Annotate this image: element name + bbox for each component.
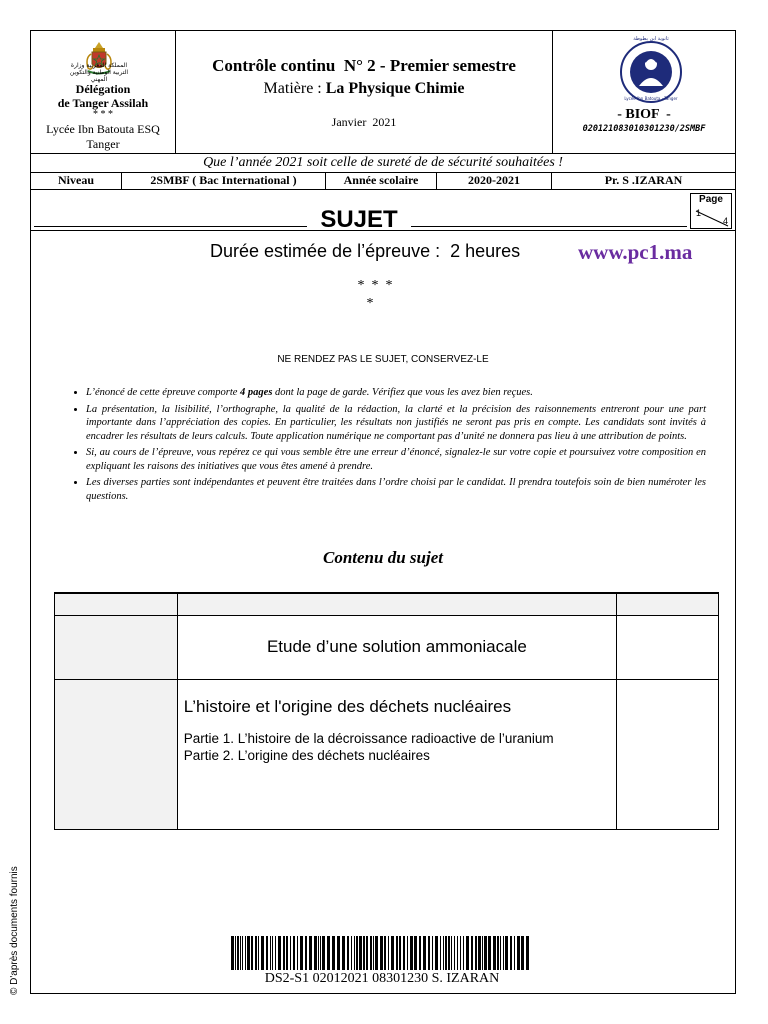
ministry-arabic-text: المملكة المغربية وزارة التربية الوطنية والتكوين المهني: [69, 62, 129, 83]
subject-line: [175, 80, 553, 98]
barcode-bar: [278, 936, 281, 970]
barcode-bar: [235, 936, 236, 970]
barcode-bar: [403, 936, 405, 970]
barcode-bar: [322, 936, 325, 970]
seal-latin: Lycée Ibn Batouta · Tanger: [624, 96, 678, 101]
barcode-bar: [435, 936, 438, 970]
barcode-bar: [526, 936, 529, 970]
barcode-bar: [272, 936, 273, 970]
barcode-bar: [237, 936, 239, 970]
barcode-bar: [258, 936, 259, 970]
barcode-bar: [366, 936, 368, 970]
contents-header-cell: [55, 593, 178, 615]
barcode-bar: [493, 936, 496, 970]
contents-row2-title: L’histoire et l'origine des déchets nucléaires: [183, 696, 512, 716]
barcode-bar: [443, 936, 444, 970]
instruction-item: • L’énoncé de cette épreuve comporte 4 pages dont la page de garde. Vérifiez que vous les avez bien reçues.: [86, 386, 706, 400]
barcode-bar: [370, 936, 372, 970]
side-credit: © D'après documents fournis: [9, 866, 20, 995]
barcode-bar: [482, 936, 483, 970]
barcode-bar: [275, 936, 276, 970]
barcode-bar: [300, 936, 303, 970]
barcode-bar: [318, 936, 319, 970]
barcode-bar: [454, 936, 455, 970]
barcode-bar: [283, 936, 285, 970]
barcode-bar: [460, 936, 461, 970]
barcode-bar: [270, 936, 271, 970]
barcode-bar: [351, 936, 352, 970]
barcode-bar: [471, 936, 473, 970]
barcode-bar: [410, 936, 413, 970]
contents-row-points-cell: [617, 679, 719, 829]
school-seal-icon: [619, 40, 683, 104]
barcode-bar: [503, 936, 504, 970]
page-total: 4: [723, 216, 729, 226]
barcode-bar: [261, 936, 264, 970]
motto-text: Que l’année 2021 soit celle de sureté de de sécurité souhaitées !: [203, 155, 563, 170]
stars-row: * * *: [357, 278, 393, 293]
seal-arabic: ثانوية ابن بطوطة: [633, 36, 669, 42]
barcode-bar: [419, 936, 421, 970]
barcode-bar: [510, 936, 512, 970]
barcode-bar: [332, 936, 335, 970]
barcode-bar: [500, 936, 501, 970]
barcode-bar: [290, 936, 291, 970]
contents-header-row: [55, 593, 719, 615]
barcode-bar: [356, 936, 358, 970]
barcode-bar: [448, 936, 450, 970]
barcode-bar: [428, 936, 430, 970]
exam-code: 020121083010301230/2SMBF: [582, 124, 706, 134]
barcode-bar: [320, 936, 321, 970]
seal-year: 1909: [644, 87, 658, 93]
contents-row-label-cell: [55, 679, 178, 829]
barcode-bar: [240, 936, 241, 970]
barcode-bar: [286, 936, 288, 970]
barcode-bar: [414, 936, 417, 970]
barcode-bar: [251, 936, 253, 970]
barcode-bar: [359, 936, 362, 970]
barcode-bar: [380, 936, 383, 970]
exam-title: Contrôle continu N° 2 - Premier semestre: [212, 56, 516, 75]
barcode-bar: [396, 936, 398, 970]
website-text: www.pc1.ma: [578, 240, 693, 264]
contents-header-cell: [617, 593, 719, 615]
biof-label: - BIOF -: [617, 107, 671, 122]
notice-text: NE RENDEZ PAS LE SUJET, CONSERVEZ-LE: [277, 354, 489, 365]
contents-title: Contenu du sujet: [323, 548, 443, 567]
barcode-bar: [242, 936, 243, 970]
teacher-name: Pr. S .IZARAN: [604, 173, 683, 187]
barcode-text: DS2-S1 02012021 08301230 S. IZARAN: [264, 971, 500, 986]
barcode-bar: [293, 936, 295, 970]
barcode-bar: [466, 936, 469, 970]
contents-table: [54, 592, 719, 830]
barcode-bar: [342, 936, 345, 970]
barcode-bar: [266, 936, 268, 970]
barcode-bar: [354, 936, 355, 970]
subject-prefix: Matière :: [263, 80, 326, 97]
contents-row: [55, 615, 719, 679]
barcode-bar: [255, 936, 257, 970]
barcode-bar: [407, 936, 408, 970]
star-single: *: [366, 296, 374, 311]
sujet-rule-right: [411, 226, 687, 227]
barcode-bar: [484, 936, 487, 970]
delegation-line2: de Tanger Assilah: [57, 96, 149, 110]
barcode-bar: [488, 936, 491, 970]
barcode-bar: [305, 936, 307, 970]
barcode-icon: [231, 936, 533, 970]
instruction-item: • La présentation, la lisibilité, l’orthographe, la qualité de la rédaction, la clarté et la précision des raisonnements entreront pour une part importante dans l’appréciation des copies. En particulier, les résultats non justifiés ne seront pas pris en compte. Les candidats sont invités à encadrer les résultats de leurs calculs. Toute application numérique ne comportant pas d’unité ne donnera pas lieu à une attribution de points.: [86, 403, 706, 444]
contents-row-title-cell: [177, 615, 616, 679]
barcode-bar: [314, 936, 317, 970]
barcode-bar: [347, 936, 349, 970]
barcode-bar: [399, 936, 401, 970]
barcode-bar: [384, 936, 386, 970]
contents-row-label-cell: [55, 615, 178, 679]
school-line1: Lycée Ibn Batouta ESQ: [46, 122, 160, 136]
barcode-bar: [363, 936, 365, 970]
barcode-bar: [478, 936, 481, 970]
contents-row1-title: Etude d’une solution ammoniacale: [266, 637, 527, 656]
niveau-label: Niveau: [58, 173, 94, 187]
barcode-bar: [432, 936, 433, 970]
barcode-bar: [391, 936, 394, 970]
barcode-bar: [297, 936, 298, 970]
barcode-bar: [247, 936, 250, 970]
annee-value: 2020-2021: [468, 173, 520, 187]
barcode-bar: [457, 936, 458, 970]
contents-row2-part2: Partie 2. L’origine des déchets nucléaires: [183, 747, 430, 763]
barcode-bar: [327, 936, 330, 970]
barcode-bar: [445, 936, 447, 970]
barcode-bar: [451, 936, 452, 970]
barcode-bar: [423, 936, 426, 970]
school-line2: Tanger: [86, 137, 120, 151]
contents-row2-part1: Partie 1. L’histoire de la décroissance radioactive de l’uranium: [183, 730, 554, 746]
subject-name: La Physique Chimie: [325, 80, 465, 97]
contents-header-cell: [177, 593, 616, 615]
instruction-item: • Si, au cours de l’épreuve, vous repérez ce qui vous semble être une erreur d’énoncé, signalez-le sur votre copie et poursuivez votre composition en expliquant les raisons des initiatives que vous êtes amené à prendre.: [86, 446, 706, 473]
barcode-bar: [231, 936, 234, 970]
barcode-bar: [475, 936, 477, 970]
barcode-bar: [309, 936, 312, 970]
sujet-rule-left: [34, 226, 307, 227]
barcode-bar: [463, 936, 464, 970]
duration-text: Durée estimée de l’épreuve : 2 heures: [210, 241, 521, 261]
sujet-title: SUJET: [320, 206, 398, 233]
header-stars: * * *: [93, 109, 113, 120]
delegation-line1: Délégation: [75, 82, 131, 96]
page-label: Page: [699, 194, 723, 205]
barcode-bar: [514, 936, 515, 970]
barcode-bar: [373, 936, 374, 970]
barcode-bar: [505, 936, 508, 970]
page-number: 1: [696, 208, 702, 218]
contents-row: [55, 679, 719, 829]
barcode-bar: [517, 936, 520, 970]
contents-row-points-cell: [617, 615, 719, 679]
annee-label: Année scolaire: [343, 173, 419, 187]
niveau-value: 2SMBF ( Bac International ): [150, 173, 297, 187]
barcode-bar: [388, 936, 389, 970]
barcode-bar: [245, 936, 246, 970]
instructions-list: [60, 386, 706, 506]
barcode-bar: [440, 936, 441, 970]
barcode-bar: [375, 936, 378, 970]
barcode-bar: [521, 936, 524, 970]
contents-row-title-cell: [177, 679, 616, 829]
barcode-bar: [337, 936, 340, 970]
instruction-item: • Les diverses parties sont indépendantes et peuvent être traitées dans l’ordre choisi par le candidat. Il prendra toutefois soin de bien numéroter les questions.: [86, 476, 706, 503]
exam-date: Janvier 2021: [331, 115, 397, 129]
barcode-bar: [497, 936, 499, 970]
